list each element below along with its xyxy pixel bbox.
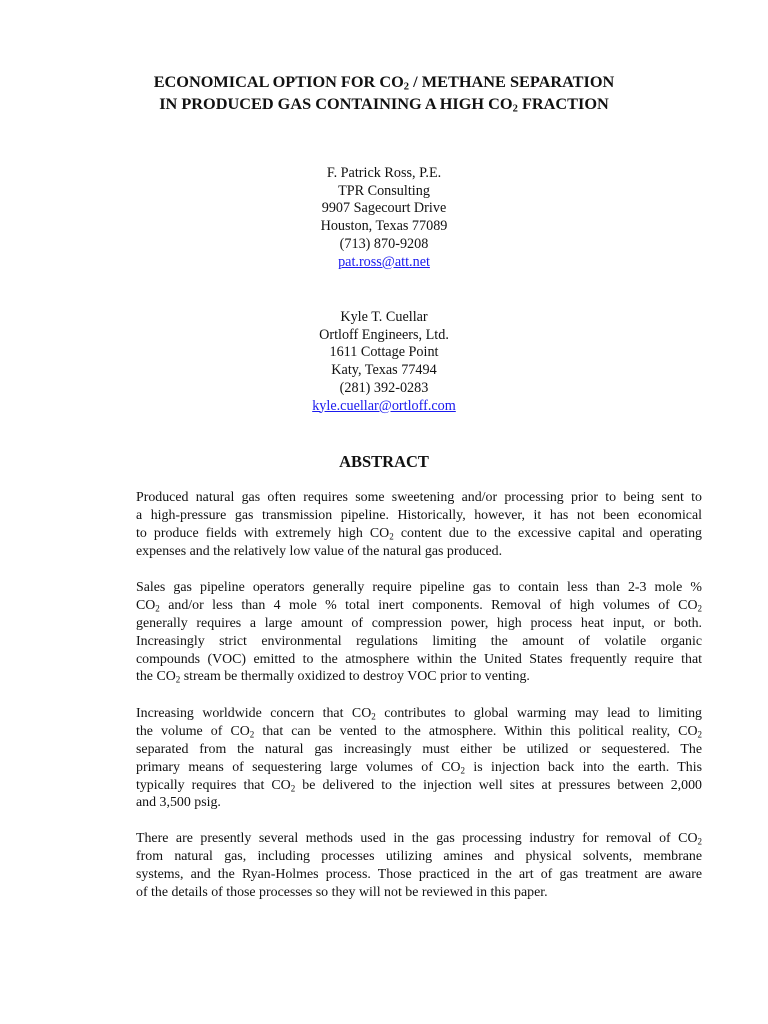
author-name: Kyle T. Cuellar — [340, 309, 428, 325]
author-phone: (713) 870-9208 — [339, 235, 429, 252]
abstract-paragraph-4: There are presently several methods used in the gas processing industry for removal of $CO_2$ from natural gas, including processes utilizing amines and physical solvents, membrane systems, and the Ryan-Holmes process. Those practiced in the art of gas treatment are aware of the details of those processes so they will not be reviewed in this paper. — [136, 831, 702, 900]
author-company: Ortloff Engineers, Ltd. — [319, 326, 449, 343]
author-street: 1611 Cottage Point — [329, 344, 439, 361]
title-line-2: IN PRODUCED GAS CONTAINING A HIGH $CO_2$ FRACTION — [159, 94, 609, 115]
author-email-link[interactable]: kyle.cuellar@ortloff.com — [312, 397, 456, 414]
author-phone: (281) 392-0283 — [339, 379, 429, 396]
abstract-paragraph-2: Sales gas pipeline operators generally require pipeline gas to contain less than 2-3 mole % $CO_2$ and/or less than 4 mole % total inert components. Removal of high volumes of $CO_2$ generally requires a large amount of compression power, high process heat input, or both. Increasingly strict environmental regulations limiting the amount of volatile organic compounds (VOC) emitted to the atmosphere within the United States frequently require that the $CO_2$ stream be thermally oxidized to destroy VOC prior to venting. — [136, 580, 702, 685]
author-city: Houston, Texas 77089 — [320, 218, 448, 235]
author-company: TPR Consulting — [338, 182, 430, 199]
abstract-heading: ABSTRACT — [339, 452, 429, 471]
author-name: F. Patrick Ross, P.E. — [326, 165, 442, 181]
paper-title — [100, 71, 668, 115]
author-email-link[interactable]: pat.ross@att.net — [338, 253, 430, 270]
author-city: Katy, Texas 77494 — [331, 362, 437, 379]
abstract-paragraph-1: Produced natural gas often requires some sweetening and/or processing prior to being sent to a high-pressure gas transmission pipeline. Historically, however, it has not been economical to produce fields with extremely high $CO_2$ content due to the excessive capital and operating expenses and the relatively low value of the natural gas produced. — [136, 490, 702, 559]
title-line-1: ECONOMICAL OPTION FOR $CO_2$ / METHANE SEPARATION — [153, 72, 615, 93]
author-street: 9907 Sagecourt Drive — [321, 200, 447, 217]
author-block-ross — [234, 165, 534, 271]
abstract-paragraph-3: Increasing worldwide concern that $CO_2$ contributes to global warming may lead to limiting the volume of $CO_2$ that can be vented to the atmosphere. Within this political reality, $CO_2$ separated from the natural gas increasingly must either be utilized or sequestered. The primary means of sequestering large volumes of $CO_2$ is injection back into the earth. This typically requires that $CO_2$ be delivered to the injection well sites at pressures between 2,000 and 3,500 psig. — [136, 706, 703, 811]
author-block-cuellar — [234, 309, 534, 415]
